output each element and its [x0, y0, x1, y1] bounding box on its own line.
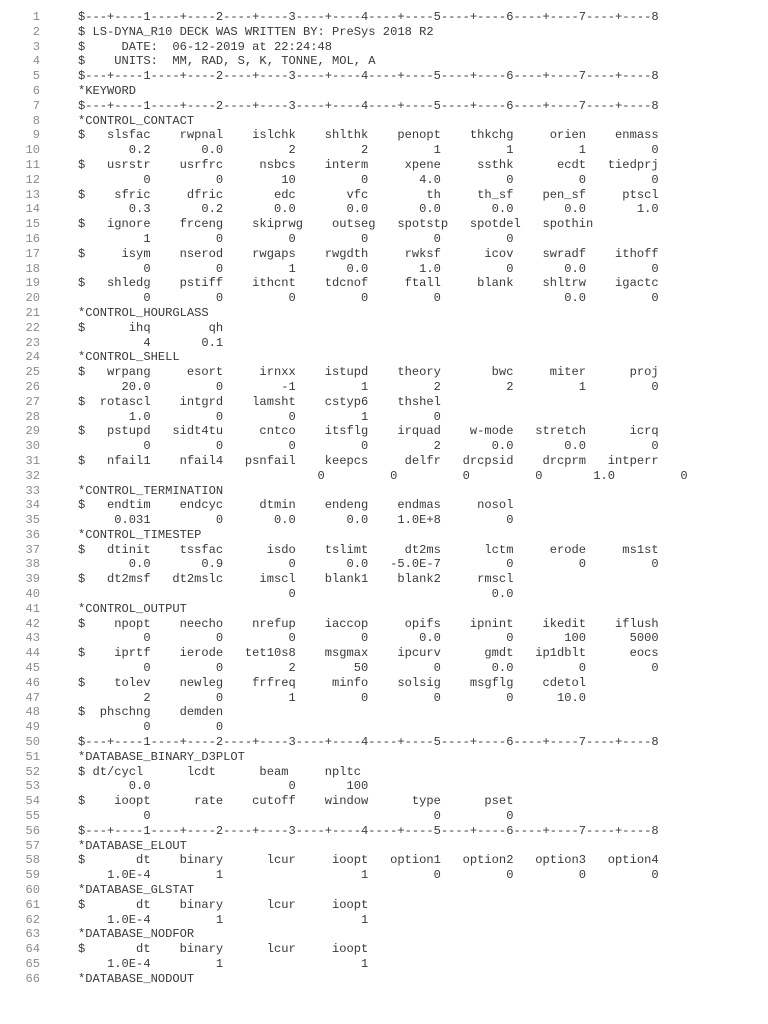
editor-line[interactable] [0, 498, 768, 513]
gutter-gap [40, 25, 78, 40]
gutter-gap [40, 631, 78, 646]
gutter-gap [40, 143, 78, 158]
line-number: 4 [32, 54, 40, 69]
line-number: 47 [25, 690, 40, 705]
line-number: 37 [25, 542, 40, 557]
line-number: 15 [25, 217, 40, 232]
gutter-gap [40, 661, 78, 676]
editor-line[interactable] [0, 676, 768, 691]
gutter-gap [40, 10, 78, 25]
editor-line[interactable] [0, 513, 768, 528]
editor-line[interactable] [0, 217, 768, 232]
line-text[interactable]: $ dt/cycl lcdt beam npltc [78, 764, 362, 779]
gutter-gap [40, 276, 78, 291]
line-text[interactable]: $ npopt neecho nrefup iaccop opifs ipnint ikedit iflush [78, 616, 659, 631]
line-text[interactable]: 0.031 0 0.0 0.0 1.0E+8 0 [78, 513, 514, 528]
gutter-gap [40, 839, 78, 854]
line-number: 33 [25, 483, 40, 498]
editor-line[interactable] [0, 868, 768, 883]
line-text[interactable]: $ dt binary lcur ioopt [78, 942, 369, 957]
line-number: 28 [25, 409, 40, 424]
gutter-gap [40, 809, 78, 824]
line-number: 24 [25, 350, 40, 365]
gutter-gap [40, 365, 78, 380]
editor-line[interactable] [0, 40, 768, 55]
line-number: 3 [32, 39, 40, 54]
gutter-gap [40, 188, 78, 203]
gutter-gap [40, 158, 78, 173]
editor-line[interactable] [0, 99, 768, 114]
line-text[interactable]: *KEYWORD [78, 83, 137, 98]
line-text[interactable]: $ dtinit tssfac isdo tslimt dt2ms lctm erode ms1st [78, 542, 659, 557]
line-number: 11 [25, 157, 40, 172]
gutter-gap [40, 424, 78, 439]
editor-line[interactable] [0, 631, 768, 646]
editor-line[interactable] [0, 794, 768, 809]
line-text[interactable]: $ endtim endcyc dtmin endeng endmas nosol [78, 498, 514, 513]
gutter-gap [40, 350, 78, 365]
gutter-gap [40, 898, 78, 913]
line-number: 40 [25, 587, 40, 602]
line-text[interactable]: 0 0 1 0.0 1.0 0 0.0 0 [78, 261, 659, 276]
line-text[interactable]: 0 0 10 0 4.0 0 0 0 [78, 172, 659, 187]
line-text[interactable]: $ wrpang esort irnxx istupd theory bwc miter proj [78, 365, 659, 380]
gutter-gap [40, 602, 78, 617]
gutter-gap [40, 913, 78, 928]
gutter-gap [40, 957, 78, 972]
editor-line[interactable] [0, 69, 768, 84]
line-text[interactable]: $---+----1----+----2----+----3----+----4----+----5----+----6----+----7----+----8 [78, 823, 659, 838]
editor-line[interactable] [0, 942, 768, 957]
line-text[interactable]: $---+----1----+----2----+----3----+----4----+----5----+----6----+----7----+----8 [78, 10, 659, 24]
line-text[interactable]: 0 0.0 [78, 587, 514, 602]
editor-line[interactable] [0, 809, 768, 824]
line-number: 18 [25, 261, 40, 276]
line-text[interactable]: 0 0 0 0 0.0 0 100 5000 [78, 631, 659, 646]
line-number: 2 [32, 24, 40, 39]
editor-line[interactable] [0, 691, 768, 706]
line-number: 54 [25, 794, 40, 809]
line-text[interactable]: $---+----1----+----2----+----3----+----4----+----5----+----6----+----7----+----8 [78, 98, 659, 113]
line-number: 65 [25, 957, 40, 971]
line-number: 32 [25, 468, 40, 483]
line-text[interactable]: $ dt binary lcur ioopt option1 option2 option3 option4 [78, 853, 659, 868]
line-number: 6 [32, 83, 40, 98]
gutter-gap [40, 69, 78, 84]
line-number: 46 [25, 675, 40, 690]
line-text[interactable]: *DATABASE_NODOUT [78, 971, 195, 986]
editor-line[interactable] [0, 54, 768, 69]
line-text[interactable]: 1.0 0 0 1 0 [78, 409, 441, 424]
editor-line[interactable] [0, 10, 768, 25]
line-text[interactable]: 2 0 1 0 0 0 10.0 [78, 690, 587, 705]
line-number: 16 [25, 231, 40, 246]
line-text[interactable]: $ ignore frceng skiprwg outseg spotstp spotdel spothin [78, 217, 594, 232]
editor-line[interactable] [0, 276, 768, 291]
gutter-gap [40, 128, 78, 143]
editor-line[interactable] [0, 410, 768, 425]
line-text[interactable]: 0 0 0 [78, 809, 514, 824]
line-number: 66 [25, 971, 40, 986]
line-text[interactable]: $ phschng demden [78, 705, 224, 720]
line-text[interactable]: *CONTROL_TERMINATION [78, 483, 224, 498]
gutter-gap [40, 306, 78, 321]
editor-line[interactable] [0, 883, 768, 898]
gutter-gap [40, 750, 78, 765]
line-text[interactable]: *CONTROL_CONTACT [78, 113, 195, 128]
gutter-gap [40, 336, 78, 351]
line-text[interactable]: $ dt2msf dt2mslc imscl blank1 blank2 rmscl [78, 572, 514, 587]
line-number: 12 [25, 172, 40, 187]
gutter-gap [40, 202, 78, 217]
line-text[interactable]: 0 0 2 50 0 0.0 0 0 [78, 661, 659, 676]
gutter-gap [40, 484, 78, 499]
gutter-gap [40, 217, 78, 232]
gutter-gap [40, 410, 78, 425]
line-text[interactable]: $ rotascl intgrd lamsht cstyp6 thshel [78, 394, 441, 409]
line-number: 31 [25, 453, 40, 468]
editor-line[interactable] [0, 336, 768, 351]
line-number: 22 [25, 320, 40, 335]
gutter-gap [40, 691, 78, 706]
editor-line[interactable] [0, 454, 768, 469]
line-number: 56 [25, 823, 40, 838]
line-text[interactable]: 0 0 [78, 720, 224, 735]
editor-line[interactable] [0, 543, 768, 558]
editor-line[interactable] [0, 602, 768, 617]
editor-line[interactable] [0, 824, 768, 839]
line-number: 13 [25, 187, 40, 202]
line-number: 5 [32, 69, 40, 84]
line-number: 61 [25, 897, 40, 912]
editor-line[interactable] [0, 247, 768, 262]
line-number: 17 [25, 246, 40, 261]
line-text[interactable]: 1.0E-4 1 1 0 0 0 0 [78, 868, 659, 883]
line-number: 25 [25, 365, 40, 380]
gutter-gap [40, 380, 78, 395]
line-text[interactable]: *DATABASE_NODFOR [78, 927, 195, 942]
gutter-gap [40, 232, 78, 247]
editor-line[interactable] [0, 158, 768, 173]
line-number: 52 [25, 764, 40, 779]
editor-line[interactable] [0, 617, 768, 632]
line-number: 30 [25, 439, 40, 454]
editor-line[interactable] [0, 528, 768, 543]
editor-line[interactable] [0, 735, 768, 750]
line-text[interactable]: $ ioopt rate cutoff window type pset [78, 794, 514, 809]
editor-line[interactable] [0, 439, 768, 454]
gutter-gap [40, 114, 78, 129]
editor-line[interactable] [0, 114, 768, 129]
gutter-gap [40, 395, 78, 410]
editor-line[interactable] [0, 262, 768, 277]
line-number: 27 [25, 394, 40, 409]
line-text[interactable]: $ pstupd sidt4tu cntco itsflg irquad w-mode stretch icrq [78, 424, 659, 439]
gutter-gap [40, 705, 78, 720]
editor-line[interactable] [0, 572, 768, 587]
editor-line[interactable] [0, 972, 768, 987]
editor-line[interactable] [0, 957, 768, 972]
gutter-gap [40, 321, 78, 336]
line-number: 45 [25, 661, 40, 676]
editor-line[interactable] [0, 779, 768, 794]
gutter-gap [40, 720, 78, 735]
gutter-gap [40, 557, 78, 572]
line-number: 10 [25, 143, 40, 158]
line-number: 49 [25, 720, 40, 735]
line-number: 26 [25, 379, 40, 394]
line-number: 39 [25, 572, 40, 587]
line-number: 7 [32, 98, 40, 113]
editor-line[interactable] [0, 232, 768, 247]
editor-line[interactable] [0, 380, 768, 395]
line-text[interactable]: $ sfric dfric edc vfc th th_sf pen_sf ptscl [78, 187, 659, 202]
gutter-gap [40, 99, 78, 114]
gutter-gap [40, 291, 78, 306]
line-text[interactable]: 20.0 0 -1 1 2 2 1 0 [78, 379, 659, 394]
editor-line[interactable] [0, 913, 768, 928]
gutter-gap [40, 543, 78, 558]
line-number: 20 [25, 291, 40, 306]
line-text[interactable]: *CONTROL_SHELL [78, 350, 180, 365]
editor-line[interactable] [0, 557, 768, 572]
line-number: 58 [25, 853, 40, 868]
editor-line[interactable] [0, 365, 768, 380]
line-number: 8 [32, 113, 40, 128]
line-number: 36 [25, 527, 40, 542]
line-text[interactable]: $ UNITS: MM, RAD, S, K, TONNE, MOL, A [78, 54, 376, 69]
editor-line[interactable] [0, 424, 768, 439]
gutter-gap [40, 765, 78, 780]
gutter-gap [40, 868, 78, 883]
line-text[interactable]: $ shledg pstiff ithcnt tdcnof ftall blank shltrw igactc [78, 276, 659, 291]
line-text[interactable]: $ DATE: 06-12-2019 at 22:24:48 [78, 39, 333, 54]
gutter-gap [40, 54, 78, 69]
editor-line[interactable] [0, 661, 768, 676]
line-text[interactable]: *DATABASE_BINARY_D3PLOT [78, 749, 245, 764]
line-text[interactable]: 0.0 0.9 0 0.0 -5.0E-7 0 0 0 [78, 557, 659, 572]
line-text[interactable]: 0 0 0 0 2 0.0 0.0 0 [78, 439, 659, 454]
line-text[interactable]: *CONTROL_HOURGLASS [78, 305, 209, 320]
line-number: 59 [25, 868, 40, 883]
line-number: 1 [32, 10, 40, 24]
line-text[interactable]: $---+----1----+----2----+----3----+----4----+----5----+----6----+----7----+----8 [78, 735, 659, 750]
line-number: 50 [25, 735, 40, 750]
line-number: 51 [25, 749, 40, 764]
line-number: 41 [25, 601, 40, 616]
line-number: 19 [25, 276, 40, 291]
gutter-gap [40, 469, 78, 484]
line-number: 21 [25, 305, 40, 320]
gutter-gap [40, 676, 78, 691]
gutter-gap [40, 572, 78, 587]
editor-line[interactable] [0, 321, 768, 336]
editor-line[interactable] [0, 291, 768, 306]
line-number: 60 [25, 883, 40, 898]
editor-line[interactable] [0, 646, 768, 661]
editor-line[interactable] [0, 898, 768, 913]
line-text[interactable]: *CONTROL_OUTPUT [78, 601, 187, 616]
gutter-gap [40, 883, 78, 898]
gutter-gap [40, 794, 78, 809]
editor-line[interactable] [0, 25, 768, 40]
line-text[interactable]: $ slsfac rwpnal islchk shlthk penopt thkchg orien enmass [78, 128, 659, 143]
line-number: 55 [25, 809, 40, 824]
line-text[interactable]: 0.0 0 100 [78, 779, 369, 794]
line-text[interactable]: 1.0E-4 1 1 [78, 957, 369, 971]
gutter-gap [40, 513, 78, 528]
editor-line[interactable] [0, 143, 768, 158]
gutter-gap [40, 528, 78, 543]
gutter-gap [40, 824, 78, 839]
editor-line[interactable] [0, 853, 768, 868]
line-number: 53 [25, 779, 40, 794]
editor-line[interactable] [0, 484, 768, 499]
line-number: 9 [32, 128, 40, 143]
editor-line[interactable] [0, 188, 768, 203]
line-number: 35 [25, 513, 40, 528]
line-number: 57 [25, 838, 40, 853]
line-text[interactable]: $ isym nserod rwgaps rwgdth rwksf icov swradf ithoff [78, 246, 659, 261]
gutter-gap [40, 646, 78, 661]
editor-line[interactable] [0, 720, 768, 735]
gutter-gap [40, 173, 78, 188]
line-number: 14 [25, 202, 40, 217]
line-text[interactable]: $---+----1----+----2----+----3----+----4----+----5----+----6----+----7----+----8 [78, 69, 659, 84]
gutter-gap [40, 262, 78, 277]
editor-line[interactable] [0, 395, 768, 410]
gutter-gap [40, 84, 78, 99]
editor-line[interactable] [0, 350, 768, 365]
line-text[interactable]: $ nfail1 nfail4 psnfail keepcs delfr drcpsid drcprm intperr [78, 453, 659, 468]
line-text[interactable]: $ ihq qh [78, 320, 224, 335]
gutter-gap [40, 498, 78, 513]
editor-line[interactable] [0, 128, 768, 143]
gutter-gap [40, 40, 78, 55]
line-text[interactable]: 0.2 0.0 2 2 1 1 1 0 [78, 143, 659, 158]
gutter-gap [40, 927, 78, 942]
gutter-gap [40, 454, 78, 469]
line-text[interactable]: $ tolev newleg frfreq minfo solsig msgflg cdetol [78, 675, 587, 690]
gutter-gap [40, 735, 78, 750]
line-text[interactable]: 0 0 0 0 1.0 0 [78, 468, 688, 483]
gutter-gap [40, 942, 78, 957]
editor-line[interactable] [0, 750, 768, 765]
line-number: 29 [25, 424, 40, 439]
line-text[interactable]: 4 0.1 [78, 335, 224, 350]
editor-line[interactable] [0, 587, 768, 602]
line-text[interactable]: $ iprtf ierode tet10s8 msgmax ipcurv gmdt ip1dblt eocs [78, 646, 659, 661]
line-text[interactable]: $ usrstr usrfrc nsbcs interm xpene ssthk ecdt tiedprj [78, 157, 659, 172]
line-text[interactable]: *CONTROL_TIMESTEP [78, 527, 202, 542]
line-number: 34 [25, 498, 40, 513]
line-text[interactable]: *DATABASE_ELOUT [78, 838, 187, 853]
line-text[interactable]: $ dt binary lcur ioopt [78, 897, 369, 912]
line-number: 62 [25, 912, 40, 927]
line-number: 44 [25, 646, 40, 661]
line-number: 23 [25, 335, 40, 350]
line-number: 43 [25, 631, 40, 646]
editor-line[interactable] [0, 839, 768, 854]
editor-line[interactable] [0, 927, 768, 942]
editor-line[interactable] [0, 306, 768, 321]
line-number: 63 [25, 927, 40, 942]
line-number: 38 [25, 557, 40, 572]
line-text[interactable]: *DATABASE_GLSTAT [78, 883, 195, 898]
line-number: 42 [25, 616, 40, 631]
editor-line[interactable] [0, 469, 768, 484]
line-text[interactable]: $ LS-DYNA_R10 DECK WAS WRITTEN BY: PreSys 2018 R2 [78, 24, 434, 39]
line-text[interactable]: 1 0 0 0 0 0 [78, 231, 514, 246]
editor-line[interactable] [0, 765, 768, 780]
gutter-gap [40, 779, 78, 794]
editor-line[interactable] [0, 202, 768, 217]
editor-line[interactable] [0, 705, 768, 720]
gutter-gap [40, 972, 78, 987]
line-text[interactable]: 0.3 0.2 0.0 0.0 0.0 0.0 0.0 1.0 [78, 202, 659, 217]
line-text[interactable]: 0 0 0 0 0 0.0 0 [78, 291, 659, 306]
gutter-gap [40, 587, 78, 602]
gutter-gap [40, 247, 78, 262]
line-number: 48 [25, 705, 40, 720]
gutter-gap [40, 853, 78, 868]
line-text[interactable]: 1.0E-4 1 1 [78, 912, 369, 927]
editor-line[interactable] [0, 84, 768, 99]
gutter-gap [40, 617, 78, 632]
editor-line[interactable] [0, 173, 768, 188]
line-number: 64 [25, 942, 40, 957]
gutter-gap [40, 439, 78, 454]
